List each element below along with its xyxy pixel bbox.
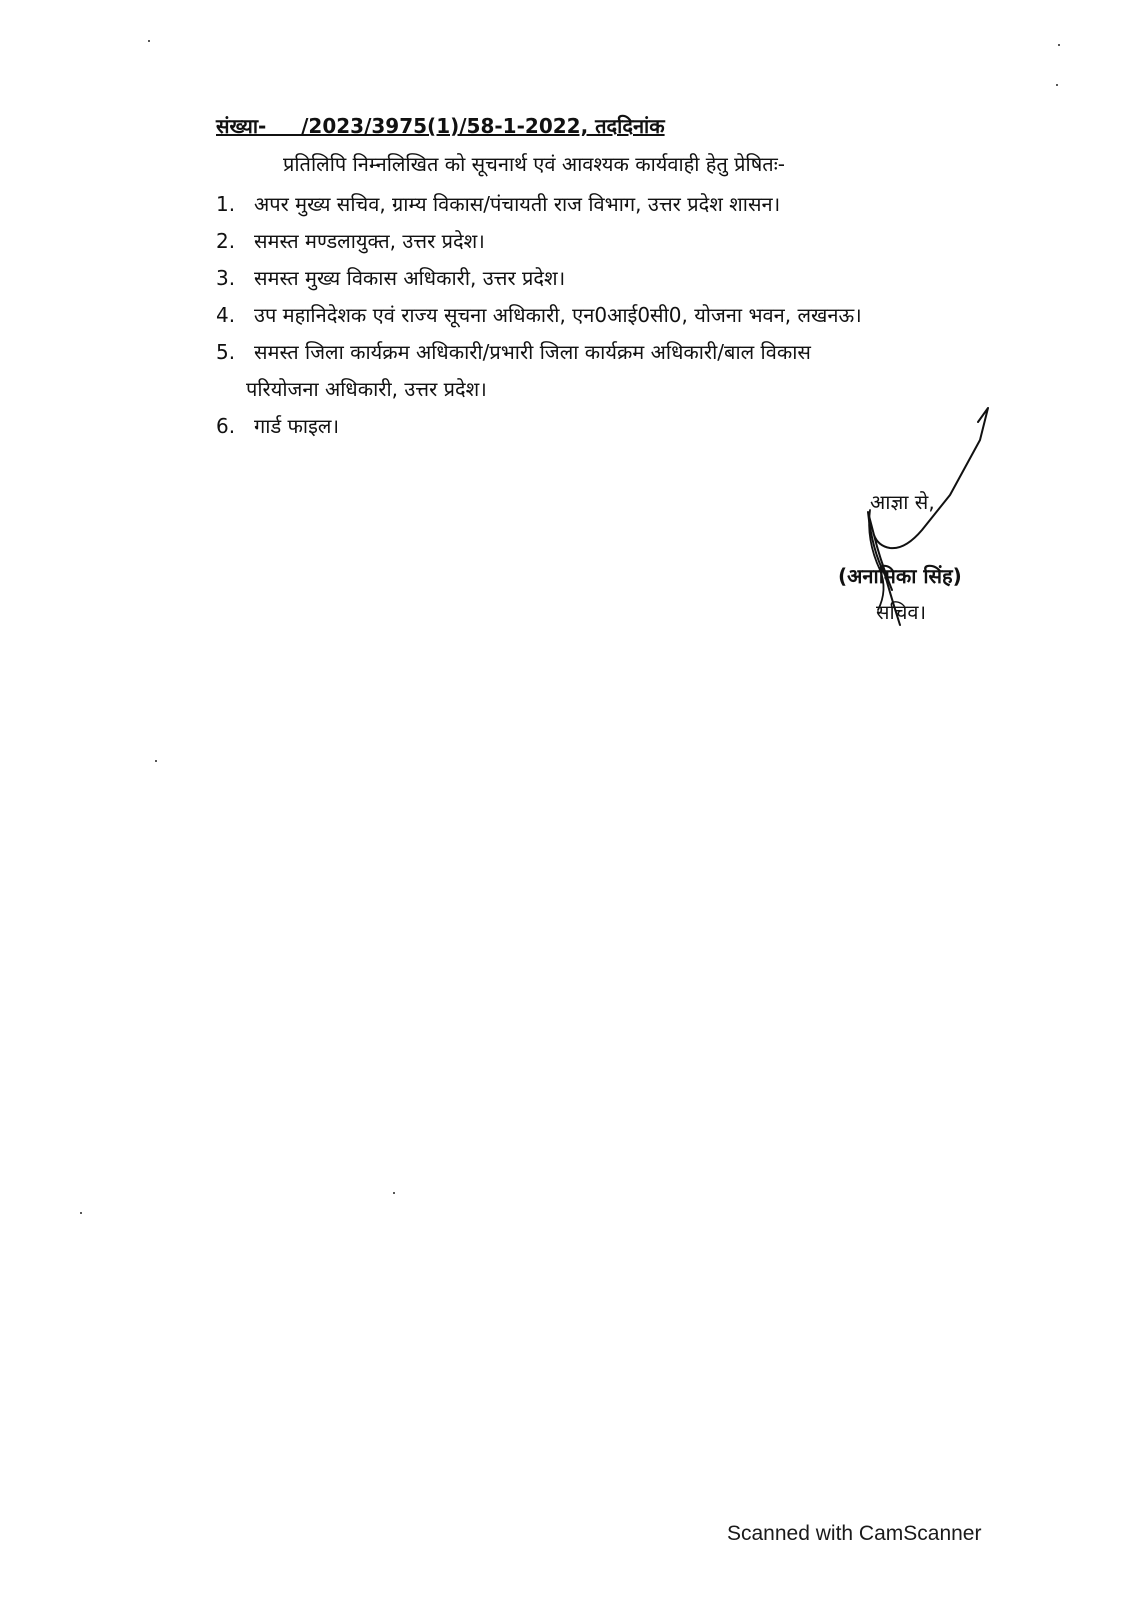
list-item-continuation: परियोजना अधिकारी, उत्तर प्रदेश। [246, 377, 487, 401]
list-item-text: समस्त जिला कार्यक्रम अधिकारी/प्रभारी जिला कार्यक्रम अधिकारी/बाल विकास [254, 340, 811, 364]
list-item [216, 297, 1036, 334]
list-item [216, 260, 1036, 297]
by-order-text: आज्ञा से, [870, 490, 935, 514]
camscanner-watermark: Scanned with CamScanner [727, 1522, 982, 1545]
list-item-text: समस्त मुख्य विकास अधिकारी, उत्तर प्रदेश। [254, 266, 566, 290]
list-item [216, 223, 1036, 260]
scan-speck [1056, 84, 1058, 86]
scan-speck [148, 40, 150, 42]
list-item-text: गार्ड फाइल। [254, 414, 340, 438]
list-item-number: 2. [216, 229, 236, 253]
scan-speck [393, 1192, 395, 1194]
scan-speck [155, 760, 157, 762]
handwritten-signature [830, 400, 1000, 640]
scan-speck [1058, 44, 1060, 46]
list-item-number: 6. [216, 414, 236, 438]
list-item-number: 1. [216, 192, 236, 216]
scan-speck [80, 1212, 82, 1214]
list-item-number: 3. [216, 266, 236, 290]
list-item-number: 4. [216, 303, 236, 327]
reference-number: संख्या- /2023/3975(1)/58-1-2022, तददिनांक [216, 114, 665, 138]
list-item [216, 186, 1036, 223]
list-item-text: उप महानिदेशक एवं राज्य सूचना अधिकारी, एन0आई0सी0, योजना भवन, लखनऊ। [254, 303, 862, 327]
signatory-name: (अनामिका सिंह) [838, 564, 962, 588]
list-item [216, 334, 1036, 371]
copy-forwarded-intro: प्रतिलिपि निम्नलिखित को सूचनार्थ एवं आवश्यक कार्यवाही हेतु प्रेषितः- [283, 152, 785, 176]
signatory-designation: सचिव। [876, 600, 927, 624]
list-item-text: समस्त मण्डलायुक्त, उत्तर प्रदेश। [254, 229, 485, 253]
list-item-number: 5. [216, 340, 236, 364]
list-item-text: अपर मुख्य सचिव, ग्राम्य विकास/पंचायती राज विभाग, उत्तर प्रदेश शासन। [254, 192, 781, 216]
